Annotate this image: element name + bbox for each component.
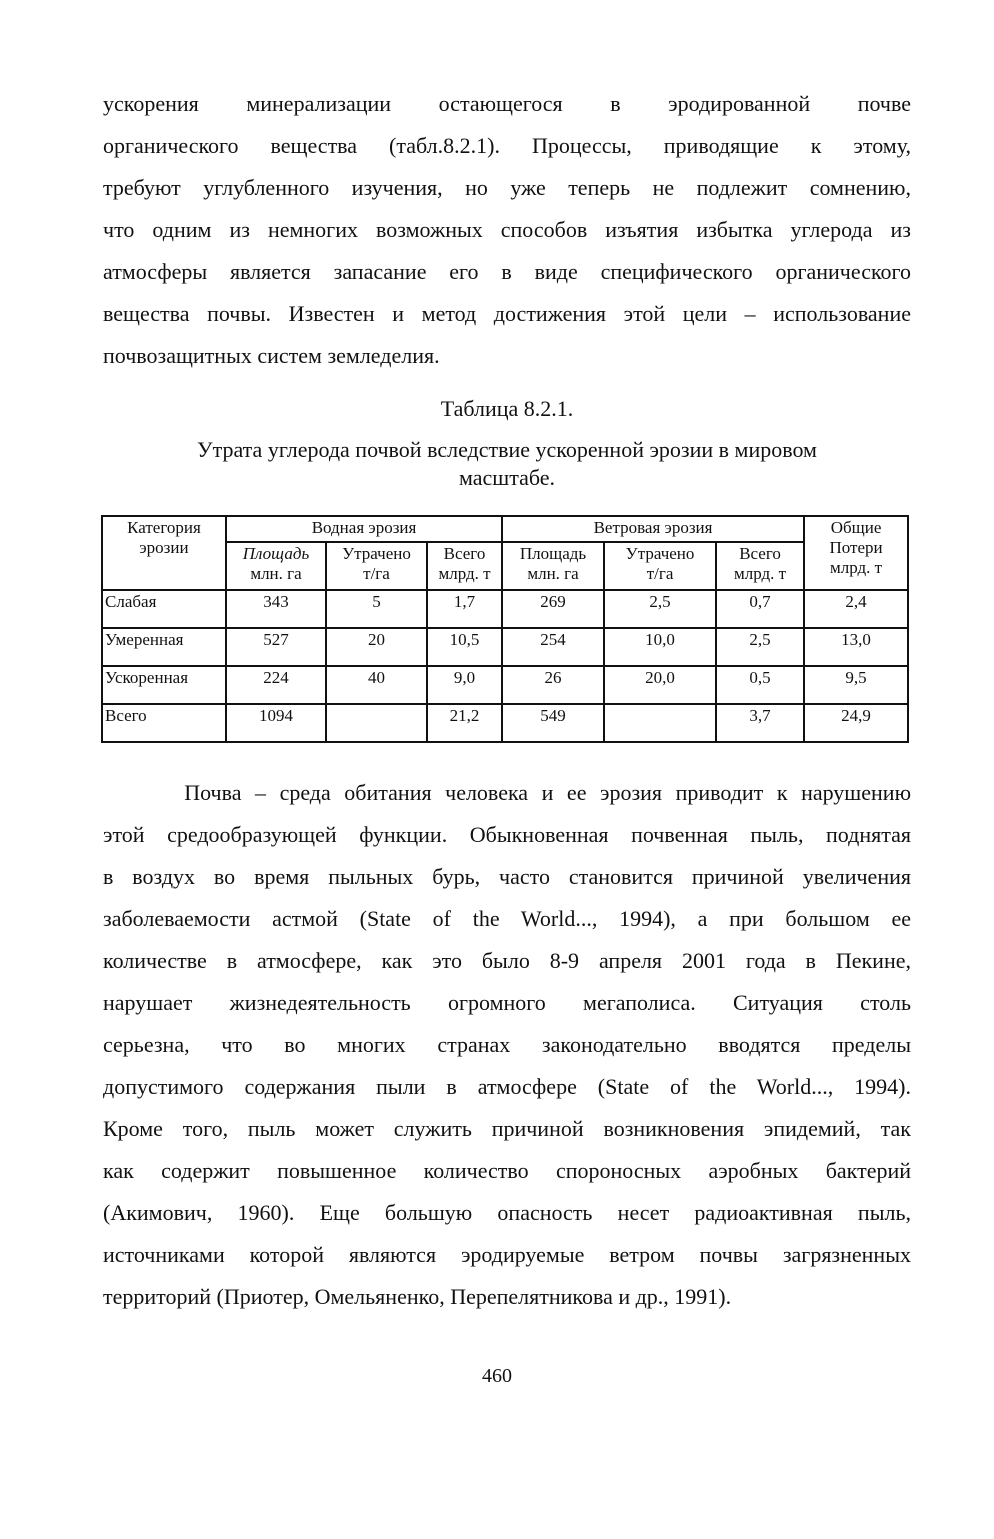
header-text: Общие xyxy=(830,518,882,537)
text-line: Кроме того, пыль может служить причиной возникновения эпидемий, так xyxy=(103,1116,911,1141)
header-category xyxy=(102,516,226,590)
header-text: Потери xyxy=(829,538,883,557)
cell-wind-lost: 2,5 xyxy=(604,590,716,628)
cell-total: 24,9 xyxy=(804,704,908,742)
text-line: атмосферы является запасание его в виде специфического органического xyxy=(103,259,911,284)
cell-total: 2,4 xyxy=(804,590,908,628)
text-line: заболеваемости астмой (State of the World..., 1994), а при большом ее xyxy=(103,906,911,931)
header-water-sum xyxy=(427,542,502,590)
table-label: Таблица 8.2.1. xyxy=(440,396,574,421)
cell-water-sum: 10,5 xyxy=(427,628,502,666)
cell-water-area: 1094 xyxy=(226,704,326,742)
header-text: т/га xyxy=(363,564,390,583)
text-line: ускорения минерализации остающегося в эродированной почве xyxy=(103,91,911,116)
cell-wind-area: 269 xyxy=(502,590,604,628)
cell-category: Умеренная xyxy=(102,628,226,666)
erosion-carbon-table xyxy=(101,515,909,743)
cell-total: 9,5 xyxy=(804,666,908,704)
cell-category: Всего xyxy=(102,704,226,742)
text-line: как содержит повышенное количество спороносных аэробных бактерий xyxy=(103,1158,911,1183)
text-line: территорий (Приотер, Омельяненко, Перепелятникова и др., 1991). xyxy=(103,1284,732,1309)
cell-water-area: 527 xyxy=(226,628,326,666)
header-text: эрозии xyxy=(139,538,189,557)
header-text: Категория xyxy=(127,518,201,537)
cell-total: 13,0 xyxy=(804,628,908,666)
table-row xyxy=(102,590,908,628)
cell-wind-area: 549 xyxy=(502,704,604,742)
text-line: нарушает жизнедеятельность огромного мегаполиса. Ситуация столь xyxy=(103,990,911,1015)
header-water-erosion: Водная эрозия xyxy=(226,516,502,542)
cell-wind-sum: 2,5 xyxy=(716,628,804,666)
cell-water-lost xyxy=(326,704,427,742)
text-line: в воздух во время пыльных бурь, часто становится причиной увеличения xyxy=(103,864,911,889)
header-water-lost xyxy=(326,542,427,590)
header-text: млн. га xyxy=(250,564,302,583)
table-title-line: Утрата углерода почвой вследствие ускоренной эрозии в мировом xyxy=(197,437,817,462)
cell-water-area: 343 xyxy=(226,590,326,628)
paragraph-2 xyxy=(103,772,911,1318)
header-text: Всего xyxy=(739,544,781,563)
cell-wind-sum: 0,5 xyxy=(716,666,804,704)
table-title-line: масштабе. xyxy=(458,465,556,490)
cell-wind-lost: 20,0 xyxy=(604,666,716,704)
text-line: допустимого содержания пыли в атмосфере (State of the World..., 1994). xyxy=(103,1074,911,1099)
table-header-row xyxy=(102,516,908,542)
text-line: требуют углубленного изучения, но уже теперь не подлежит сомнению, xyxy=(103,175,911,200)
table-row xyxy=(102,628,908,666)
cell-water-area: 224 xyxy=(226,666,326,704)
cell-water-sum: 9,0 xyxy=(427,666,502,704)
cell-category: Ускоренная xyxy=(102,666,226,704)
header-text: т/га xyxy=(646,564,674,583)
text-line: органического вещества (табл.8.2.1). Процессы, приводящие к этому, xyxy=(103,133,911,158)
header-text: Всего xyxy=(443,544,486,563)
cell-wind-sum: 3,7 xyxy=(716,704,804,742)
cell-water-lost: 5 xyxy=(326,590,427,628)
header-total-losses xyxy=(804,516,908,590)
header-text: млрд. т xyxy=(733,564,787,583)
header-text: Площадь xyxy=(242,544,310,563)
text-line: (Акимович, 1960). Еще большую опасность несет радиоактивная пыль, xyxy=(103,1200,911,1225)
header-text: Площадь xyxy=(519,544,587,563)
text-line: вещества почвы. Известен и метод достижения этой цели – использование xyxy=(103,301,911,326)
cell-wind-lost xyxy=(604,704,716,742)
text-line: количестве в атмосфере, как это было 8-9 апреля 2001 года в Пекине, xyxy=(103,948,911,973)
header-water-area xyxy=(226,542,326,590)
text-line: серьезна, что во многих странах законодательно вводятся пределы xyxy=(103,1032,911,1057)
cell-category: Слабая xyxy=(102,590,226,628)
header-wind-area xyxy=(502,542,604,590)
cell-water-sum: 21,2 xyxy=(427,704,502,742)
cell-water-sum: 1,7 xyxy=(427,590,502,628)
header-text: Утрачено xyxy=(625,544,695,563)
text-line: этой средообразующей функции. Обыкновенная почвенная пыль, поднятая xyxy=(103,822,911,847)
cell-wind-area: 26 xyxy=(502,666,604,704)
cell-wind-lost: 10,0 xyxy=(604,628,716,666)
table-row xyxy=(102,666,908,704)
cell-water-lost: 20 xyxy=(326,628,427,666)
header-text: млрд. т xyxy=(438,564,491,583)
cell-water-lost: 40 xyxy=(326,666,427,704)
page-number: 460 xyxy=(482,1365,512,1387)
header-wind-lost xyxy=(604,542,716,590)
header-text: млн. га xyxy=(527,564,579,583)
text-line: Почва – среда обитания человека и ее эрозия приводит к нарушению xyxy=(103,780,911,805)
table-row xyxy=(102,704,908,742)
text-line: почвозащитных систем земледелия. xyxy=(103,343,440,368)
text-line: что одним из немногих возможных способов изъятия избытка углерода из xyxy=(103,217,911,242)
cell-wind-area: 254 xyxy=(502,628,604,666)
header-text: Утрачено xyxy=(342,544,411,563)
header-wind-erosion: Ветровая эрозия xyxy=(502,516,804,542)
paragraph-1 xyxy=(103,83,911,377)
header-wind-sum xyxy=(716,542,804,590)
cell-wind-sum: 0,7 xyxy=(716,590,804,628)
table-title xyxy=(103,436,911,492)
text-line: источниками которой являются эродируемые ветром почвы загрязненных xyxy=(103,1242,911,1267)
header-text: млрд. т xyxy=(829,558,883,577)
